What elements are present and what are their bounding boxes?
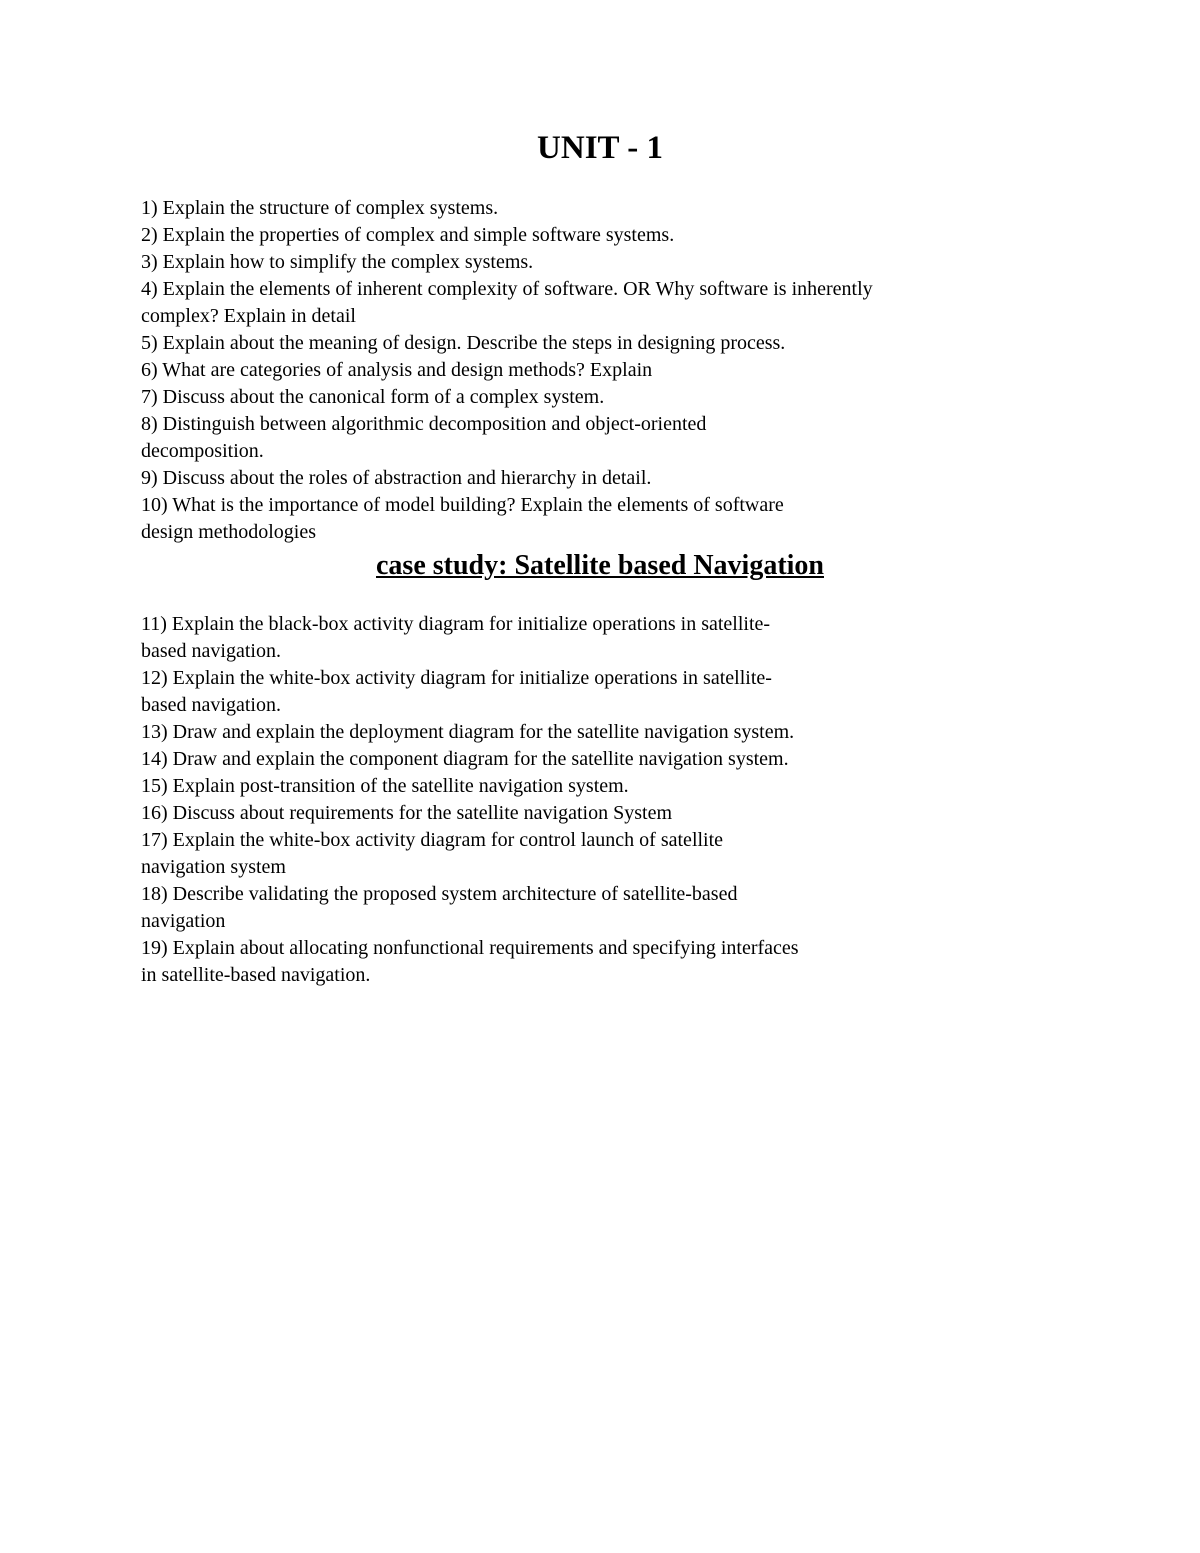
question-item: 18) Describe validating the proposed system architecture of satellite-based navigation	[141, 883, 738, 932]
question-item: 11) Explain the black-box activity diagram for initialize operations in satellite- based navigation.	[141, 613, 771, 662]
question-item: 7) Discuss about the canonical form of a complex system.	[141, 386, 605, 408]
question-item: 14) Draw and explain the component diagram for the satellite navigation system.	[141, 748, 789, 770]
question-item: 1) Explain the structure of complex systems.	[141, 197, 499, 219]
question-item: 19) Explain about allocating nonfunctional requirements and specifying interfaces in satellite-based navigation.	[141, 937, 799, 986]
question-item: 4) Explain the elements of inherent complexity of software. OR Why software is inherently complex? Explain in detail	[141, 278, 873, 327]
question-item: 13) Draw and explain the deployment diagram for the satellite navigation system.	[141, 721, 795, 743]
page-title: UNIT - 1	[537, 130, 663, 166]
question-item: 2) Explain the properties of complex and simple software systems.	[141, 224, 675, 246]
question-item: 12) Explain the white-box activity diagram for initialize operations in satellite- based navigation.	[141, 667, 772, 716]
question-item: 3) Explain how to simplify the complex systems.	[141, 251, 534, 273]
question-item: 6) What are categories of analysis and design methods? Explain	[141, 359, 653, 381]
question-item: 15) Explain post-transition of the satellite navigation system.	[141, 775, 629, 797]
question-item: 16) Discuss about requirements for the satellite navigation System	[141, 802, 672, 824]
question-item: 8) Distinguish between algorithmic decomposition and object-oriented decomposition.	[141, 413, 707, 462]
case-study-heading: case study: Satellite based Navigation	[376, 550, 824, 581]
case-study-question-list	[141, 611, 1041, 989]
question-item: 17) Explain the white-box activity diagram for control launch of satellite navigation system	[141, 829, 724, 878]
question-item: 10) What is the importance of model building? Explain the elements of software design methodologies	[141, 494, 784, 543]
question-item: 5) Explain about the meaning of design. Describe the steps in designing process.	[141, 332, 786, 354]
unit-question-list	[141, 195, 1041, 546]
question-item: 9) Discuss about the roles of abstraction and hierarchy in detail.	[141, 467, 652, 489]
